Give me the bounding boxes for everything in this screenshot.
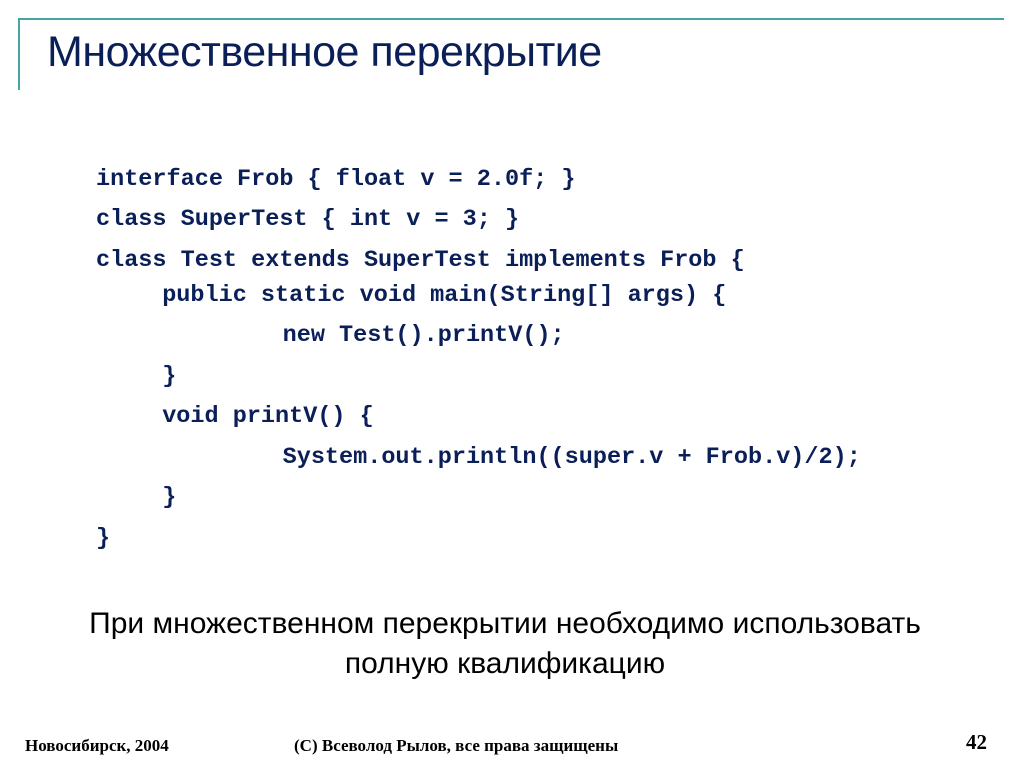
code-line: void printV() { [134,403,374,430]
code-line: class Test extends SuperTest implements Frob { [96,247,745,274]
code-line: new Test().printV(); [198,322,565,349]
caption [0,604,1010,684]
code-line: } [96,525,111,552]
code-line: System.out.println((super.v + Frob.v)/2); [198,444,861,471]
caption-line: полную квалификацию [344,647,666,680]
footer-city-year: Новосибирск, 2004 [25,736,169,755]
code-line: interface Frob { float v = 2.0f; } [96,166,576,193]
code-line: public static void main(String[] args) { [134,282,727,309]
slide-title: Множественное перекрытие [47,28,602,76]
code-line: } [134,363,177,390]
left-border-line [18,18,20,90]
footer-copyright: (C) Всеволод Рылов, все права защищены [294,736,619,755]
page-number: 42 [966,730,987,754]
code-line: class SuperTest { int v = 3; } [96,206,520,233]
caption-line: При множественном перекрытии необходимо использовать [89,607,921,640]
top-border-line [20,18,1004,20]
code-line: } [134,484,177,511]
